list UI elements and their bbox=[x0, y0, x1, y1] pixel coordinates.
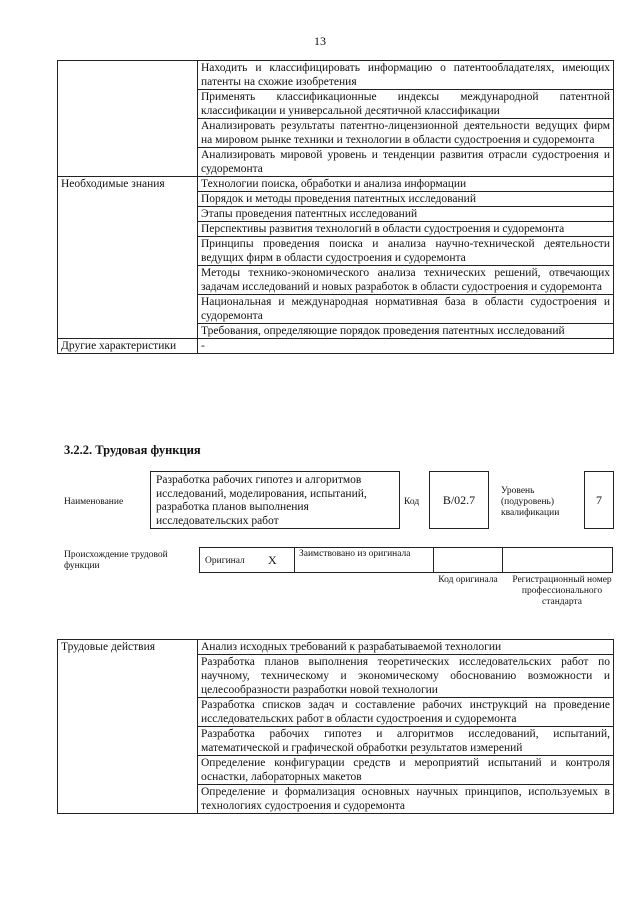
level-value-box bbox=[584, 471, 614, 529]
list-item: Применять классификационные индексы международной патентной классификации и универсальной десятичной классификации bbox=[198, 90, 614, 119]
list-item: Этапы проведения патентных исследований bbox=[198, 207, 614, 222]
list-item: Находить и классифицировать информацию о патентообладателях, имеющих патенты на схожие изобретения bbox=[198, 61, 614, 90]
name-value-box bbox=[150, 471, 400, 529]
list-item: Разработка планов выполнения теоретических исследовательских работ по научному, техническому и экономическому обоснованию возможности и целесообразности разработки новой технологии bbox=[198, 655, 614, 698]
row-label-knowledge: Необходимые знания bbox=[58, 177, 198, 339]
labor-actions-table bbox=[57, 639, 614, 814]
page-number: 13 bbox=[314, 34, 326, 48]
divider bbox=[294, 547, 295, 572]
list-item: Методы технико-экономического анализа технических решений, отвечающих задачам исследований и новых разработок в области судостроения и судоремонта bbox=[198, 266, 614, 295]
row-label-actions: Трудовые действия bbox=[58, 640, 198, 814]
list-item: Технологии поиска, обработки и анализа информации bbox=[198, 177, 614, 192]
origin-label: Происхождение трудовой функции bbox=[64, 550, 168, 571]
borrowed-label: Заимствовано из оригинала bbox=[299, 549, 411, 559]
list-item: Определение и формализация основных научных принципов, используемых в технологиях судостроения и судоремонта bbox=[198, 785, 614, 814]
name-label: Наименование bbox=[64, 497, 124, 507]
reg-caption: Регистрационный номер профессионального стандарта bbox=[512, 575, 612, 607]
original-label: Оригинал bbox=[205, 556, 245, 566]
list-item: Определение конфигурации средств и мероприятий испытаний и контроля оснастки, лабораторных макетов bbox=[198, 756, 614, 785]
list-item: Порядок и методы проведения патентных исследований bbox=[198, 192, 614, 207]
table-row bbox=[58, 640, 614, 655]
skills-knowledge-table bbox=[57, 60, 614, 354]
list-item: Анализировать результаты патентно-лицензионной деятельности ведущих фирм на мировом рынке техники и технологии в области судостроения и судоремонта bbox=[198, 119, 614, 148]
table-row bbox=[58, 61, 614, 90]
list-item: Требования, определяющие порядок проведения патентных исследований bbox=[198, 324, 614, 339]
divider bbox=[502, 547, 503, 572]
row-label-other: Другие характеристики bbox=[58, 339, 198, 354]
code-label: Код bbox=[404, 497, 420, 507]
list-item: Перспективы развития технологий в области судостроения и судоремонта bbox=[198, 222, 614, 237]
name-value: Разработка рабочих гипотез и алгоритмов исследований, моделирования, испытаний, разработка планов выполнения исследовательских работ bbox=[156, 474, 367, 527]
list-item: Национальная и международная нормативная база в области судостроения и судоремонта bbox=[198, 295, 614, 324]
section-title: 3.2.2. Трудовая функция bbox=[64, 443, 201, 457]
level-value: 7 bbox=[596, 493, 602, 507]
code-caption: Код оригинала bbox=[438, 575, 498, 585]
code-value: B/02.7 bbox=[442, 493, 476, 507]
code-value-box bbox=[429, 471, 489, 529]
row-label bbox=[58, 61, 198, 177]
list-item: Разработка списков задач и составление рабочих инструкций на проведение исследовательских работ в области судостроения и судоремонта bbox=[198, 698, 614, 727]
list-item: Анализ исходных требований к разрабатываемой технологии bbox=[198, 640, 614, 655]
list-item: - bbox=[198, 339, 614, 354]
table-row bbox=[58, 339, 614, 354]
divider bbox=[433, 547, 434, 572]
list-item: Анализировать мировой уровень и тенденции развития отрасли судостроения и судоремонта bbox=[198, 148, 614, 177]
list-item: Разработка рабочих гипотез и алгоритмов исследований, испытаний, математической и графической обработки результатов измерений bbox=[198, 727, 614, 756]
list-item: Принципы проведения поиска и анализа научно-технической деятельности ведущих фирм в области судостроения и судоремонта bbox=[198, 237, 614, 266]
level-label: Уровень (подуровень) квалификации bbox=[501, 486, 560, 518]
table-row bbox=[58, 177, 614, 192]
original-mark: X bbox=[268, 553, 277, 567]
